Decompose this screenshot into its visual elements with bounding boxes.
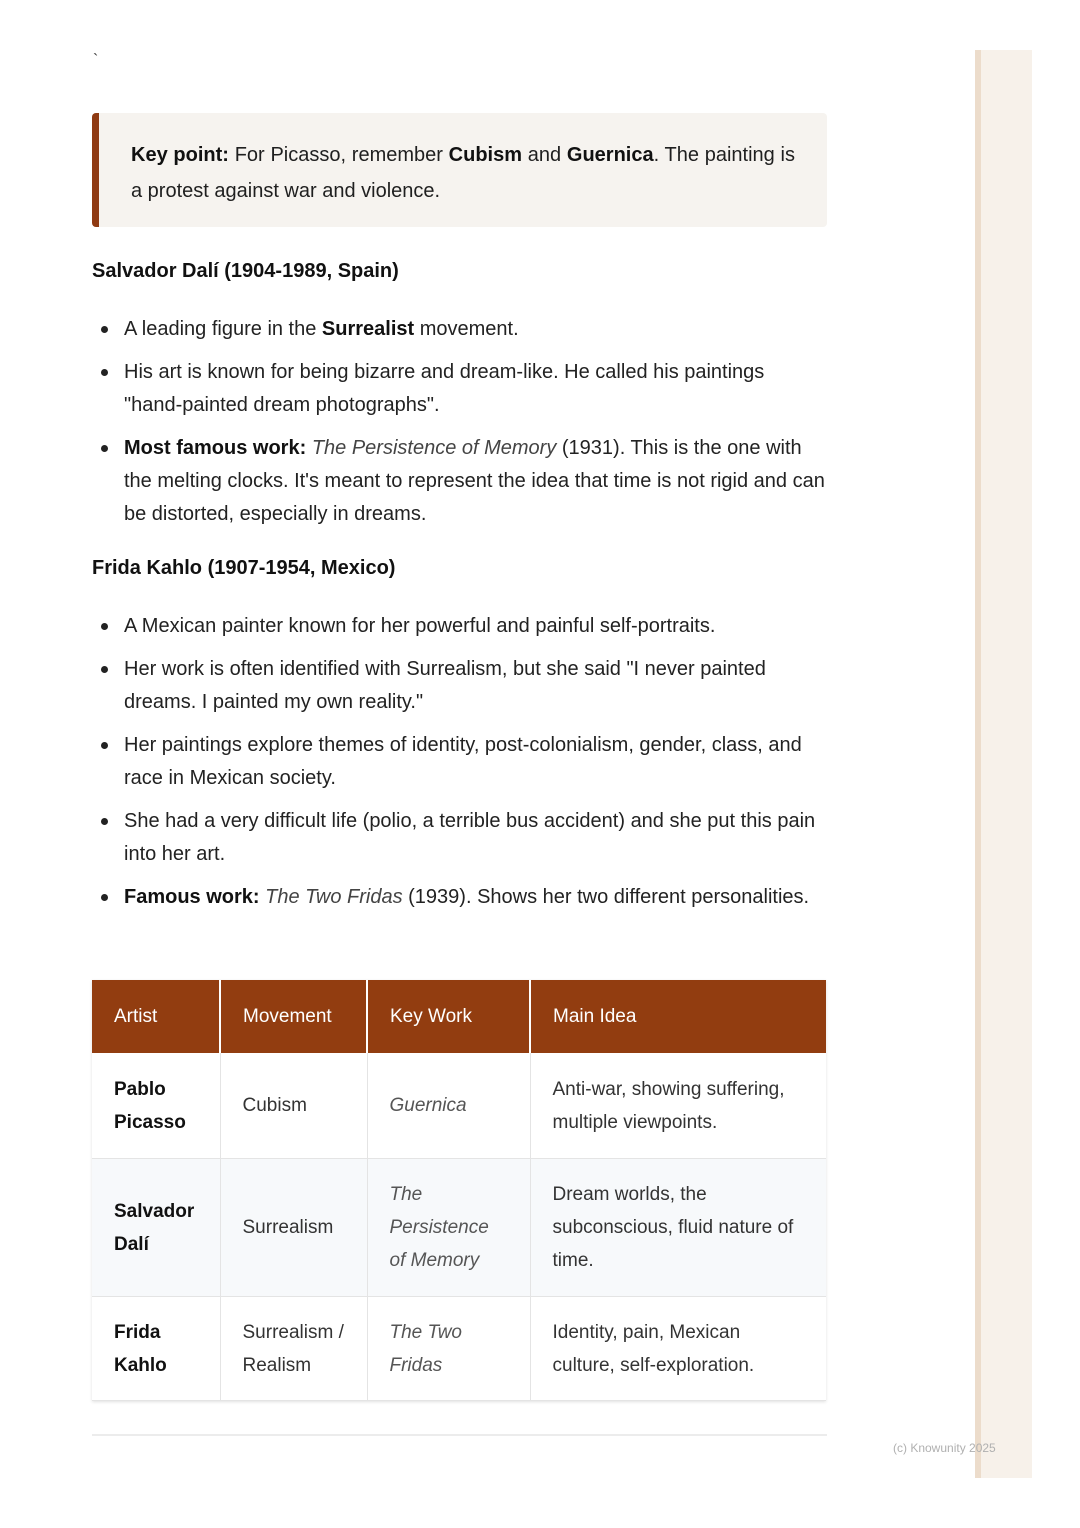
key-work-cell: The Persistence of Memory <box>367 1159 530 1297</box>
bullet-text: A Mexican painter known for her powerful and painful self-portraits. <box>124 615 716 637</box>
bullet-text: (1939). Shows her two different personalities. <box>402 886 810 908</box>
kahlo-heading: Frida Kahlo (1907-1954, Mexico) <box>92 557 396 579</box>
main-idea-cell: Dream worlds, the subconscious, fluid nature of time. <box>530 1159 826 1297</box>
bullet-bold: Famous work: <box>124 886 260 908</box>
table-row <box>92 1159 826 1297</box>
kahlo-bullet-list <box>92 610 827 924</box>
stray-tick-mark: ` <box>93 52 99 69</box>
artist-cell: Pablo Picasso <box>92 1053 220 1159</box>
movement-cell: Surrealism / Realism <box>220 1297 367 1401</box>
bullet-text: (1931). This is the one with the melting clocks. It's meant to represent the idea that time is not rigid and can be distorted, especially in dreams. <box>124 437 825 525</box>
bullet-italic: The Two Fridas <box>265 886 403 908</box>
list-item <box>92 729 827 795</box>
column-header: Movement <box>220 980 367 1053</box>
key-work-cell: Guernica <box>367 1053 530 1159</box>
dali-bullet-list <box>92 313 827 541</box>
bullet-text: Her work is often identified with Surrealism, but she said "I never painted dreams. I painted my own reality." <box>124 658 766 713</box>
movement-cell: Surrealism <box>220 1159 367 1297</box>
bullet-text: She had a very difficult life (polio, a terrible bus accident) and she put this pain into her art. <box>124 810 816 865</box>
page-edge-strip <box>975 50 1032 1478</box>
copyright-notice: (c) Knowunity 2025 <box>893 1441 996 1455</box>
list-item <box>92 805 827 871</box>
table-row <box>92 1053 826 1159</box>
callout-text: . The painting is a protest against war and violence. <box>131 144 795 202</box>
list-item <box>92 313 827 346</box>
column-header: Main Idea <box>530 980 826 1053</box>
page-edge-line <box>975 50 981 1478</box>
bottom-divider <box>92 1434 827 1436</box>
callout-bold: Guernica <box>566 144 654 166</box>
bullet-text: Her paintings explore themes of identity, post-colonialism, gender, class, and race in Mexican society. <box>124 734 802 789</box>
callout-bold: Cubism <box>448 144 523 166</box>
bullet-text: movement. <box>414 318 519 340</box>
artist-cell: Salvador Dalí <box>92 1159 220 1297</box>
table-header-row <box>92 980 826 1053</box>
list-item <box>92 432 827 531</box>
bullet-text: A leading figure in the <box>124 318 322 340</box>
main-idea-cell: Anti-war, showing suffering, multiple viewpoints. <box>530 1053 826 1159</box>
callout-text: For Picasso, remember <box>228 144 449 166</box>
callout-label: Key point: <box>131 144 229 166</box>
movement-cell: Cubism <box>220 1053 367 1159</box>
key-point-callout <box>92 113 827 227</box>
key-work-cell: The Two Fridas <box>367 1297 530 1401</box>
column-header: Key Work <box>367 980 530 1053</box>
column-header: Artist <box>92 980 220 1053</box>
list-item <box>92 610 827 643</box>
bullet-bold: Surrealist <box>321 318 415 340</box>
table-row <box>92 1297 826 1401</box>
dali-heading: Salvador Dalí (1904-1989, Spain) <box>92 260 399 282</box>
list-item <box>92 881 827 914</box>
list-item <box>92 653 827 719</box>
bullet-italic: The Persistence of Memory <box>311 437 557 459</box>
artist-comparison-table <box>92 980 826 1401</box>
main-idea-cell: Identity, pain, Mexican culture, self-exploration. <box>530 1297 826 1401</box>
bullet-bold: Most famous work: <box>124 437 307 459</box>
callout-text: and <box>522 144 567 166</box>
artist-cell: Frida Kahlo <box>92 1297 220 1401</box>
list-item <box>92 356 827 422</box>
bullet-text: His art is known for being bizarre and dream-like. He called his paintings "hand-painted dream photographs". <box>124 361 765 416</box>
